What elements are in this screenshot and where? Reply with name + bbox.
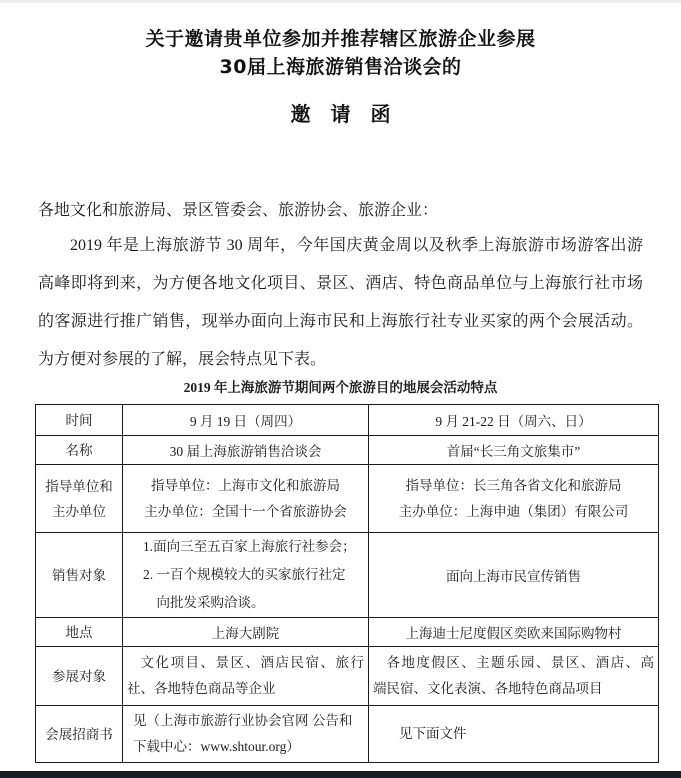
prospectus-event1-line: 见（上海市旅游行业协会官网 公告和 <box>133 713 353 728</box>
organizers-event1 <box>123 465 369 533</box>
exhibitors-event2-line: 各地度假区、主题乐园、景区、酒店、高 <box>386 655 654 670</box>
venue-event2: 上海迪士尼度假区奕欧来国际购物村 <box>369 618 659 647</box>
exhibitors-event1-line: 文化项目、景区、酒店民宿、旅行 <box>140 655 364 670</box>
prospectus-event2 <box>369 706 659 763</box>
table-row-organizers <box>36 465 659 533</box>
table-row-prospectus <box>36 706 659 763</box>
salutation-line: 各地文化和旅游局、景区管委会、旅游协会、旅游企业： <box>38 202 439 219</box>
body-paragraph <box>38 227 643 379</box>
exhibitors-event2 <box>369 647 659 706</box>
sales-target-event1-line: 1.面向三至五百家上海旅行社参会； <box>143 539 356 554</box>
organizers-event2-line: 主办单位：上海申迪（集团）有限公司 <box>398 503 629 519</box>
row-label-time: 时间 <box>36 405 123 436</box>
table-caption: 2019 年上海旅游节期间两个旅游目的地展会活动特点 <box>183 380 498 395</box>
top-edge-strip <box>0 0 681 3</box>
organizers-event2-line: 指导单位：长三角各省文化和旅游局 <box>405 477 622 493</box>
table-row-sales-target <box>36 533 659 618</box>
venue-event1: 上海大剧院 <box>123 618 369 647</box>
sales-target-event1 <box>123 533 369 618</box>
organizers-event1-line: 主办单位：全国十一个省旅游协会 <box>144 503 347 519</box>
row-label-organizers <box>36 465 123 533</box>
name-event1: 30 届上海旅游销售洽谈会 <box>123 436 369 465</box>
name-event2: 首届“长三角文旅集市” <box>369 436 659 465</box>
letter-title: 邀 请 函 <box>290 102 391 126</box>
table-row-venue <box>36 618 659 647</box>
prospectus-event2-text: 见下面文件 <box>399 726 467 741</box>
row-label-name: 名称 <box>36 436 123 465</box>
event-feature-table <box>35 404 659 763</box>
sales-target-event1-line: 向批发采购洽谈。 <box>156 595 265 610</box>
row-label-prospectus: 会展招商书 <box>36 706 123 763</box>
prospectus-event1 <box>123 706 369 763</box>
bottom-edge-bar <box>0 771 681 778</box>
sales-target-event2: 面向上海市民宣传销售 <box>369 533 659 618</box>
document-title-line2: 30届上海旅游销售洽谈会的 <box>219 56 462 78</box>
organizers-event1-line: 指导单位：上海市文化和旅游局 <box>151 477 340 493</box>
row-label-exhibitors: 参展对象 <box>36 647 123 706</box>
exhibitors-event2-line: 端民宿、文化表演、各地特色商品项目 <box>373 681 603 696</box>
exhibitors-event1-line: 社、各地特色商品等企业 <box>127 681 276 696</box>
row-label-venue: 地点 <box>36 618 123 647</box>
table-row-exhibitors <box>36 647 659 706</box>
table-row-time <box>36 405 659 436</box>
exhibitors-event1 <box>123 647 369 706</box>
organizers-event2 <box>369 465 659 533</box>
row-label-sales-target: 销售对象 <box>36 533 123 618</box>
time-event1: 9 月 19 日（周四） <box>123 405 369 436</box>
document-title-line1: 关于邀请贵单位参加并推荐辖区旅游企业参展 <box>145 28 536 50</box>
time-event2: 9 月 21-22 日（周六、日） <box>369 405 659 436</box>
paragraph-line: 2019 年是上海旅游节 30 周年，今年国庆黄金周以及秋季上海旅游市场游客出游 <box>70 237 643 254</box>
label-line: 指导单位和 <box>45 478 113 494</box>
prospectus-event1-line: 下载中心：www.shtour.org） <box>133 739 300 754</box>
paragraph-line: 高峰即将到来，为方便各地文化项目、景区、酒店、特色商品单位与上海旅行社市场 <box>38 275 643 292</box>
label-line: 主办单位 <box>52 503 106 519</box>
sales-target-event1-line: 2. 一百个规模较大的买家旅行社定 <box>143 567 346 582</box>
paragraph-line: 的客源进行推广销售，现举办面向上海市民和上海旅行社专业买家的两个会展活动。 <box>38 313 643 330</box>
paragraph-line: 为方便对参展的了解，展会特点见下表。 <box>38 351 327 368</box>
table-row-name <box>36 436 659 465</box>
